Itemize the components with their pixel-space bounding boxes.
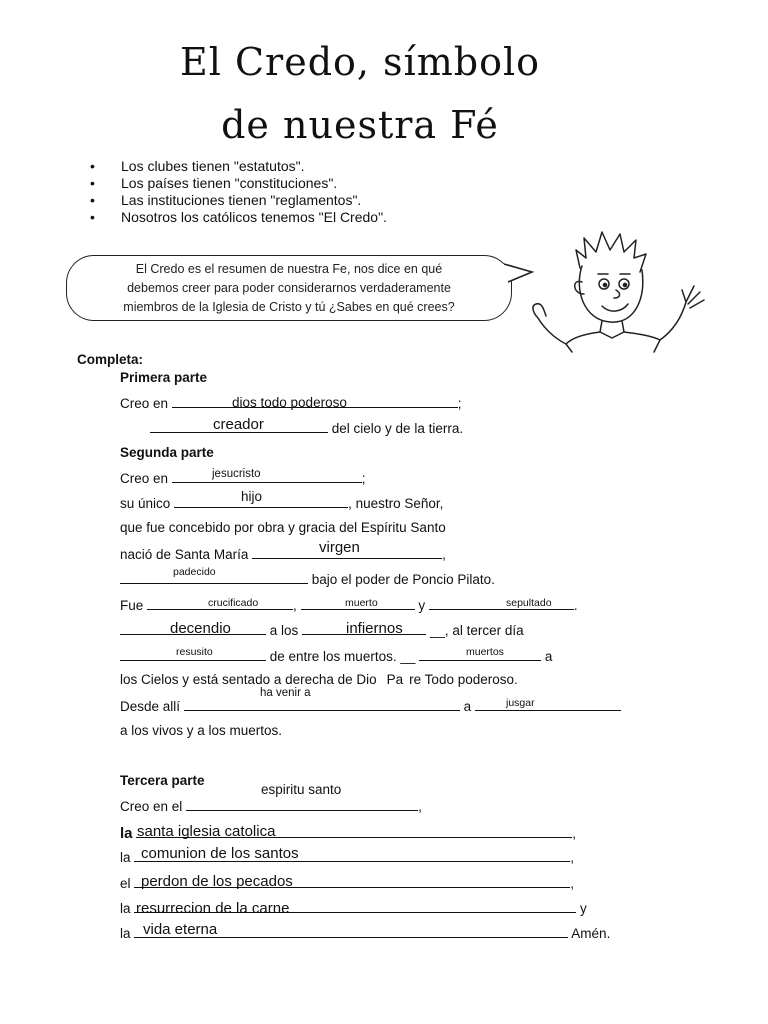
answer-jusgar: jusgar <box>506 697 535 709</box>
answer-sepultado: sepultado <box>506 597 552 609</box>
row-vivos: a los vivos y a los muertos. <box>120 723 283 738</box>
row-comunion: la , <box>120 850 575 865</box>
row-nacio: nació de Santa María , <box>120 547 446 562</box>
row-decendio: a los __, al tercer día <box>120 622 524 638</box>
answer-comunion: comunion de los santos <box>141 845 299 862</box>
bullet-item: • Nosotros los católicos tenemos "El Credo". <box>90 209 387 225</box>
blank-sepultado[interactable] <box>429 597 574 610</box>
cartoon-boy-illustration <box>532 228 722 353</box>
bullet-icon: • <box>90 209 95 225</box>
row-creo-en-dios: Creo en ; <box>120 396 462 411</box>
speech-bubble-text: El Credo es el resumen de nuestra Fe, nos dice en qué debemos creer para poder considerarnos verdaderamente miembros de la Iglesia de Cristo y tú ¿Sabes en qué crees? <box>123 262 455 314</box>
title-line-2: de nuestra Fé <box>221 103 499 147</box>
answer-muerto: muerto <box>345 597 378 609</box>
answer-dios: dios todo poderoso <box>232 395 347 410</box>
row-iglesia: la , <box>120 825 577 842</box>
segunda-parte-heading: Segunda parte <box>120 445 214 460</box>
answer-jesucristo: jesucristo <box>212 468 261 480</box>
bullet-icon: • <box>90 192 95 208</box>
row-concebido: que fue concebido por obra y gracia del Espíritu Santo <box>120 520 446 535</box>
answer-ha-venir: ha venir a <box>260 687 311 699</box>
answer-decendio: decendio <box>170 620 231 637</box>
primera-parte-heading: Primera parte <box>120 370 208 385</box>
row-vida-eterna: la Amén. <box>120 926 611 941</box>
answer-muertos: muertos <box>466 646 504 658</box>
answer-virgen: virgen <box>319 539 360 556</box>
answer-creador: creador <box>213 416 264 433</box>
row-cielos: los Cielos y está sentado a derecha de Dio Pa re Todo poderoso. <box>120 672 518 687</box>
blank-espiritu[interactable] <box>186 798 418 811</box>
row-creo-en-jesucristo: Creo en ; <box>120 471 366 486</box>
tercera-parte-heading: Tercera parte <box>120 773 205 788</box>
answer-iglesia: santa iglesia catolica <box>137 823 276 840</box>
blank-ha-venir[interactable] <box>184 698 460 711</box>
answer-padecido: padecido <box>173 566 216 578</box>
answer-vida: vida eterna <box>143 921 218 938</box>
intro-bullet-list <box>90 158 387 226</box>
row-resurreccion: la y <box>120 901 587 916</box>
bullet-item: • Los países tienen "constituciones". <box>90 175 338 191</box>
row-fue: Fue , y . <box>120 598 578 613</box>
blank-jusgar[interactable] <box>475 698 621 711</box>
row-resusito: de entre los muertos. __ a <box>120 648 552 664</box>
bullet-item: • Los clubes tienen "estatutos". <box>90 158 305 174</box>
answer-infiernos: infiernos <box>346 620 403 637</box>
row-perdon: el , <box>120 876 575 891</box>
answer-perdon: perdon de los pecados <box>141 873 293 890</box>
row-desde-alli: Desde allí a <box>120 698 621 714</box>
row-creador: del cielo y de la tierra. <box>150 420 463 436</box>
answer-hijo: hijo <box>241 489 263 504</box>
bullet-icon: • <box>90 175 95 191</box>
answer-resusito: resusito <box>176 646 213 658</box>
blank-jesucristo[interactable] <box>172 470 362 483</box>
row-padecido: bajo el poder de Poncio Pilato. <box>120 571 495 587</box>
completa-label: Completa: <box>77 352 144 367</box>
answer-resurreccion: resurrecion de la carne <box>136 900 290 917</box>
row-creo-en-el: Creo en el , <box>120 799 422 814</box>
answer-crucificado: crucificado <box>208 597 259 609</box>
answer-espiritu: espiritu santo <box>261 782 342 797</box>
title-line-1: El Credo, símbolo <box>180 40 540 84</box>
bullet-icon: • <box>90 158 95 174</box>
row-su-unico: su único , nuestro Señor, <box>120 496 444 511</box>
bullet-item: • Las instituciones tienen "reglamentos". <box>90 192 362 208</box>
